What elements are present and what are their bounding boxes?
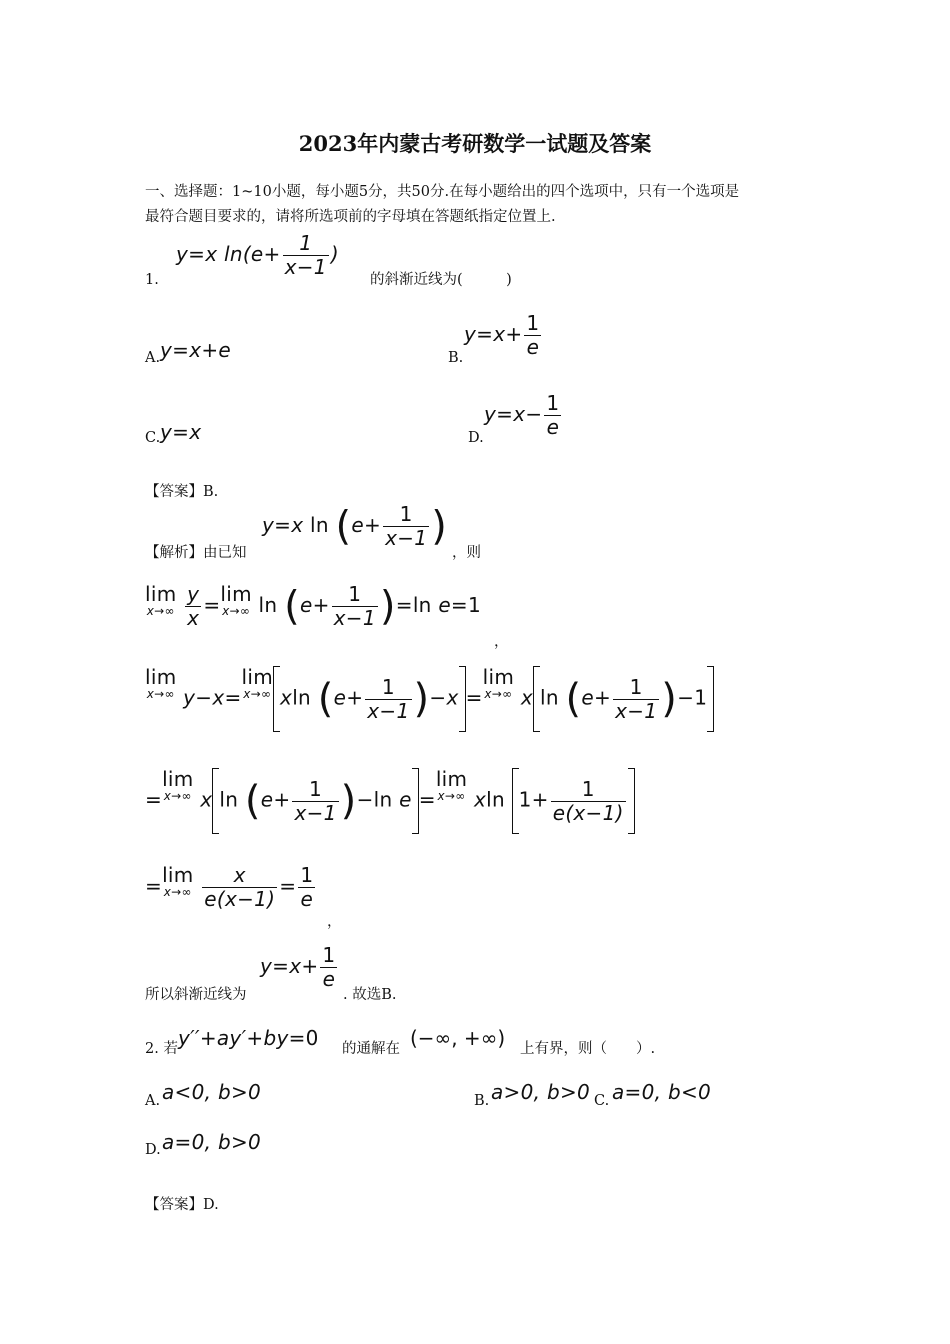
q2-option-a-label: A. [145, 1093, 161, 1109]
q2-option-b-label: B. [474, 1093, 490, 1109]
q1-answer: 【答案】B. [145, 484, 219, 500]
q2-option-b: a>0, b>0 [491, 1080, 591, 1104]
q1-option-c-label: C. [145, 430, 161, 446]
q1-option-b-label: B. [448, 350, 464, 366]
q1-limit-step-3: = lim x→∞ x ln (e+ $\frac{1}{x-1}$ )−ln e = lim x→∞ xln 1+ $\frac{1}{e(x-1)}$ [145, 768, 635, 834]
q2-option-c: a=0, b<0 [612, 1080, 712, 1104]
q2-answer: 【答案】D. [145, 1197, 219, 1213]
q2-tail-text: 上有界，则（ ）. [520, 1041, 656, 1057]
q1-option-d-label: D. [468, 430, 484, 446]
q1-analysis-label: 【解析】由已知 [145, 545, 247, 561]
q2-option-d: a=0, b>0 [162, 1130, 262, 1154]
q1-option-c-formula: y=x [160, 420, 202, 444]
q2-option-c-label: C. [594, 1093, 610, 1109]
q1-option-a-label: A. [145, 350, 161, 366]
q1-function-formula: y=x ln(e+ $\frac{1}{x-1}$ ) [176, 231, 339, 279]
q1-analysis-given-formula: y=x ln (e+ $\frac{1}{x-1}$ ) [262, 502, 448, 550]
q2-option-d-label: D. [145, 1142, 161, 1158]
q1-conclusion-suffix: . 故选B. [343, 987, 397, 1003]
q1-option-b-formula: y=x+ $\frac{1}{e}$ [464, 311, 540, 359]
q1-conclusion-prefix: 所以斜渐近线为 [145, 987, 247, 1003]
q1-limit-step-1: lim x→∞ $\frac{y}{x}$ = lim x→∞ ln (e+ $\frac{1}{x-1}$ )=ln e=1 [145, 582, 482, 630]
q2-interval: (−∞, +∞) [410, 1026, 506, 1050]
q2-prefix: 2. 若 [145, 1041, 178, 1057]
page-title: 2023年内蒙古考研数学一试题及答案 [298, 131, 652, 156]
q1-option-d-formula: y=x− $\frac{1}{e}$ [484, 391, 560, 439]
q2-middle-text: 的通解在 [342, 1041, 400, 1057]
q1-analysis-then: ，则 [452, 545, 481, 561]
q1-conclusion-formula: y=x+ $\frac{1}{e}$ [260, 943, 336, 991]
section-intro-line-1: 一、选择题：1~10小题，每小题5分，共50分.在每小题给出的四个选项中，只有一个选项是 [145, 184, 740, 200]
q1-question-text: 的斜渐近线为( ) [370, 272, 512, 288]
q1-limit-step-2: lim x→∞ y−x= lim x→∞ xln (e+ $\frac{1}{x-1}$ )−x = lim x→∞ x ln (e+ $\frac{1}{x-1}$ )−1 [145, 666, 714, 732]
q1-step-4-comma: ， [327, 914, 342, 930]
q1-number: 1. [145, 272, 159, 288]
q1-step-1-comma: ， [494, 634, 509, 650]
section-intro-line-2: 最符合题目要求的，请将所选项前的字母填在答题纸指定位置上. [145, 209, 556, 225]
q2-option-a: a<0, b>0 [162, 1080, 262, 1104]
q1-option-a-formula: y=x+e [160, 338, 231, 362]
q1-limit-step-4: = lim x→∞ $\frac{x}{e(x-1)}$ = $\frac{1}{e}$ [145, 863, 314, 911]
q2-equation: y′′+ay′+by=0 [178, 1026, 319, 1050]
